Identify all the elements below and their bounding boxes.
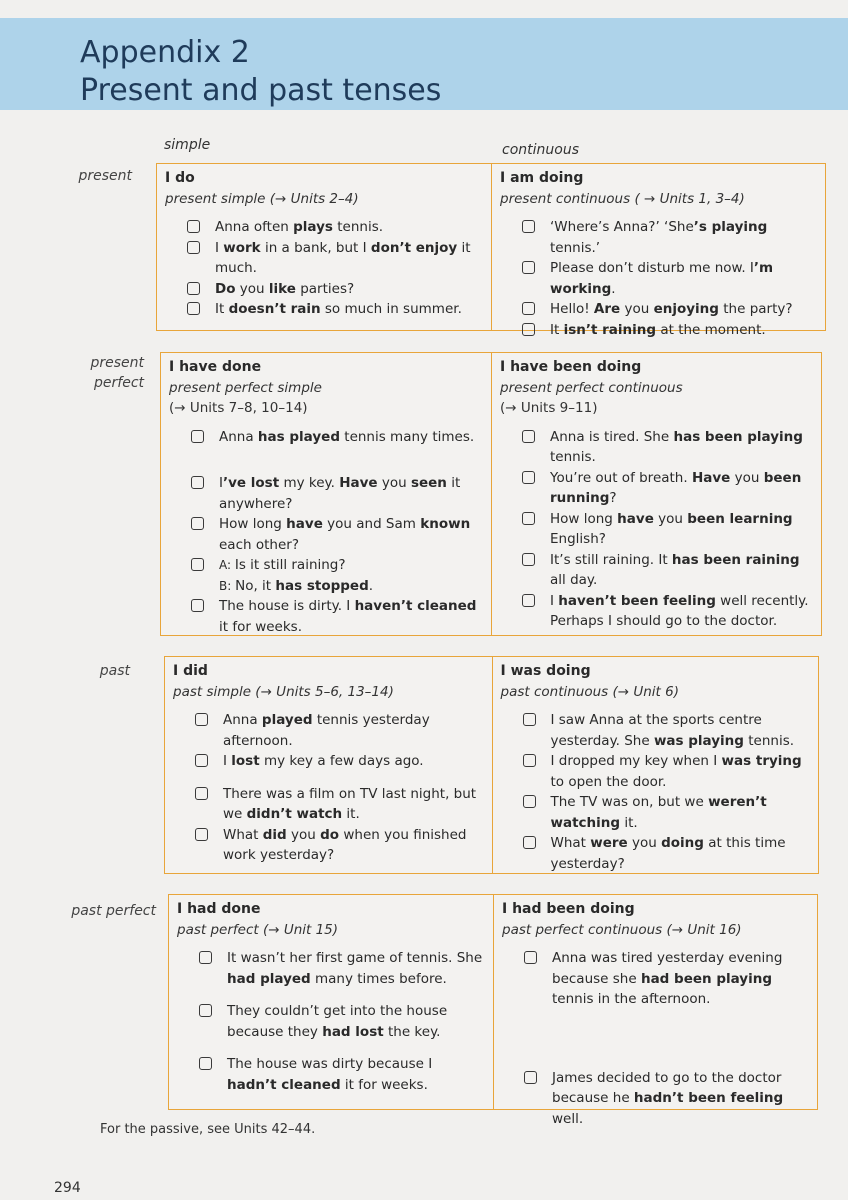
checkbox-icon[interactable] [187,220,200,233]
form-label: I am doing [500,170,584,186]
checkbox-icon[interactable] [523,795,536,808]
cell-past-perfect-simple [169,895,493,1109]
example-text: I work in a bank, but I don’t enjoy it much. [215,239,471,276]
form-label: I had been doing [502,901,635,917]
cell-past-continuous [492,657,819,873]
example-text: ‘Where’s Anna?’ ‘She’s playing tennis.’ [550,219,768,256]
form-subtitle: present perfect simple [169,379,322,396]
cell-present-continuous [491,164,825,338]
checkbox-icon[interactable] [523,713,536,726]
form-subtitle-units: (→ Units 9–11) [500,400,598,416]
example-text: How long have you and Sam known each other? [219,516,471,553]
example-text: It wasn’t her first game of tennis. She had played many times before. [227,950,483,987]
checkbox-icon[interactable] [187,241,200,254]
example-item [517,833,811,874]
checkbox-icon[interactable] [524,951,537,964]
checkbox-icon[interactable] [522,430,535,443]
checkbox-icon[interactable] [523,836,536,849]
checkbox-icon[interactable] [522,553,535,566]
example-item [189,710,484,751]
section-present [156,163,826,338]
example-item [516,320,817,341]
checkbox-icon[interactable] [195,754,208,767]
form-label: I did [173,663,208,679]
example-item [516,591,813,632]
row-label-past-perfect: past perfect [71,903,156,919]
example-text: The house was dirty because I hadn’t cleaned it for weeks. [227,1056,433,1093]
example-text: I’ve lost my key. Have you seen it anywhere? [219,475,461,512]
example-text: A: Is it still raining? [219,557,346,573]
example-text: I haven’t been feeling well recently. Perhaps I should go to the doctor. [550,592,809,629]
example-item [185,427,483,448]
example-text: It isn’t raining at the moment. [550,321,766,338]
form-subtitle: past continuous (→ Unit 6) [500,683,679,700]
example-list [173,710,484,866]
example-item [181,238,483,279]
example-item [185,473,483,514]
example-text: I saw Anna at the sports centre yesterday. She was playing tennis. [550,712,795,749]
footer-note: For the passive, see Units 42–44. [100,1122,316,1137]
example-item [516,468,813,509]
checkbox-icon[interactable] [195,828,208,841]
page-number: 294 [54,1180,81,1196]
form-label: I do [165,170,195,186]
example-item [518,1068,809,1130]
form-label: I have done [169,359,262,375]
checkbox-icon[interactable] [523,754,536,767]
example-item [517,751,811,792]
example-item [193,948,485,989]
section-present-perfect [160,352,822,636]
example-text: The TV was on, but we weren’t watching it. [550,794,767,831]
example-text: B: No, it has stopped. [219,577,374,594]
page-title [80,34,441,110]
form-subtitle: present perfect continuous [500,379,683,396]
example-text: What did you do when you finished work yesterday? [223,826,467,863]
form-subtitle-units: (→ Units 7–8, 10–14) [169,400,308,416]
example-text: How long have you been learning English? [550,510,793,547]
form-subtitle: present simple (→ Units 2–4) [165,190,359,207]
example-item [517,792,811,833]
example-text: It doesn’t rain so much in summer. [215,301,462,317]
example-item [516,427,813,468]
example-text: Anna is tired. She has been playing tennis. [550,428,803,465]
example-text: I dropped my key when I was trying to open the door. [550,753,802,790]
checkbox-icon[interactable] [522,302,535,315]
form-subtitle: present continuous ( → Units 1, 3–4) [500,190,745,207]
example-text: James decided to go to the doctor because he hadn’t been feeling well. [552,1069,784,1127]
checkbox-icon[interactable] [187,282,200,295]
example-text: Anna often plays tennis. [215,219,384,235]
form-label: I have been doing [500,359,642,375]
example-item [193,1054,485,1095]
checkbox-icon[interactable] [191,430,204,443]
example-item [516,258,817,299]
column-head-continuous: continuous [502,142,579,158]
checkbox-icon[interactable] [522,220,535,233]
example-text: Please don’t disturb me now. I’m working. [550,260,774,297]
example-item [516,509,813,550]
checkbox-icon[interactable] [522,471,535,484]
checkbox-icon[interactable] [522,261,535,274]
example-item [185,514,483,555]
form-subtitle: past perfect continuous (→ Unit 16) [502,921,742,938]
cell-present-simple [157,164,491,330]
checkbox-icon[interactable] [195,787,208,800]
section-past-perfect [168,894,818,1127]
checkbox-icon[interactable] [191,599,204,612]
example-text: What were you doing at this time yesterday? [550,835,786,872]
example-list [501,710,811,874]
row-label-present: present [78,168,132,184]
example-item [193,1001,485,1042]
example-item [181,279,483,300]
row-label-past: past [99,663,130,679]
checkbox-icon[interactable] [191,517,204,530]
example-list [500,427,813,632]
checkbox-icon[interactable] [191,558,204,571]
form-subtitle: past simple (→ Units 5–6, 13–14) [173,683,394,700]
example-text: It’s still raining. It has been raining all day. [550,551,800,588]
example-text: Anna played tennis yesterday afternoon. [223,712,430,749]
example-list [165,217,483,320]
example-text: Do you like parties? [215,280,355,297]
form-label: I was doing [500,663,591,679]
example-item [181,299,483,320]
form-subtitle: past perfect (→ Unit 15) [177,921,339,938]
cell-present-perfect-simple [161,353,491,635]
row-label-present-perfect: present perfect [90,355,144,391]
example-text: Anna was tired yesterday evening because she had been playing tennis in the afternoon. [552,950,783,1007]
checkbox-icon[interactable] [199,1004,212,1017]
example-item [517,710,811,751]
cell-present-perfect-continuous [491,353,821,635]
example-list [169,427,483,638]
example-item [189,784,484,825]
example-item [185,555,483,576]
section-past [164,656,819,874]
example-item-continued [185,576,483,597]
title-line-1: Appendix 2 [80,35,250,70]
example-item [181,217,483,238]
example-item [516,550,813,591]
checkbox-icon[interactable] [522,323,535,336]
example-item [185,596,483,637]
checkbox-icon[interactable] [191,476,204,489]
example-list [177,948,485,1095]
checkbox-icon[interactable] [522,594,535,607]
checkbox-icon[interactable] [187,302,200,315]
example-text: Anna has played tennis many times. [219,428,475,445]
example-item [189,751,484,772]
example-text: You’re out of breath. Have you been running? [550,469,802,506]
column-head-simple: simple [164,137,211,153]
cell-past-perfect-continuous [493,895,817,1127]
checkbox-icon[interactable] [522,512,535,525]
example-item [189,825,484,866]
title-line-2: Present and past tenses [80,73,442,108]
example-text: There was a film on TV last night, but we didn’t watch it. [223,785,477,822]
checkbox-icon[interactable] [199,951,212,964]
example-list [502,948,809,1129]
example-item [516,217,817,258]
example-list [500,217,817,340]
example-text: They couldn’t get into the house because they had lost the key. [227,1003,448,1040]
form-label: I had done [177,901,261,917]
example-text: I lost my key a few days ago. [223,753,424,769]
example-text: Hello! Are you enjoying the party? [550,301,793,317]
example-item [518,948,809,1010]
checkbox-icon[interactable] [199,1057,212,1070]
checkbox-icon[interactable] [195,713,208,726]
example-text: The house is dirty. I haven’t cleaned it for weeks. [219,598,477,635]
cell-past-simple [165,657,492,873]
checkbox-icon[interactable] [524,1071,537,1084]
example-item [516,299,817,320]
